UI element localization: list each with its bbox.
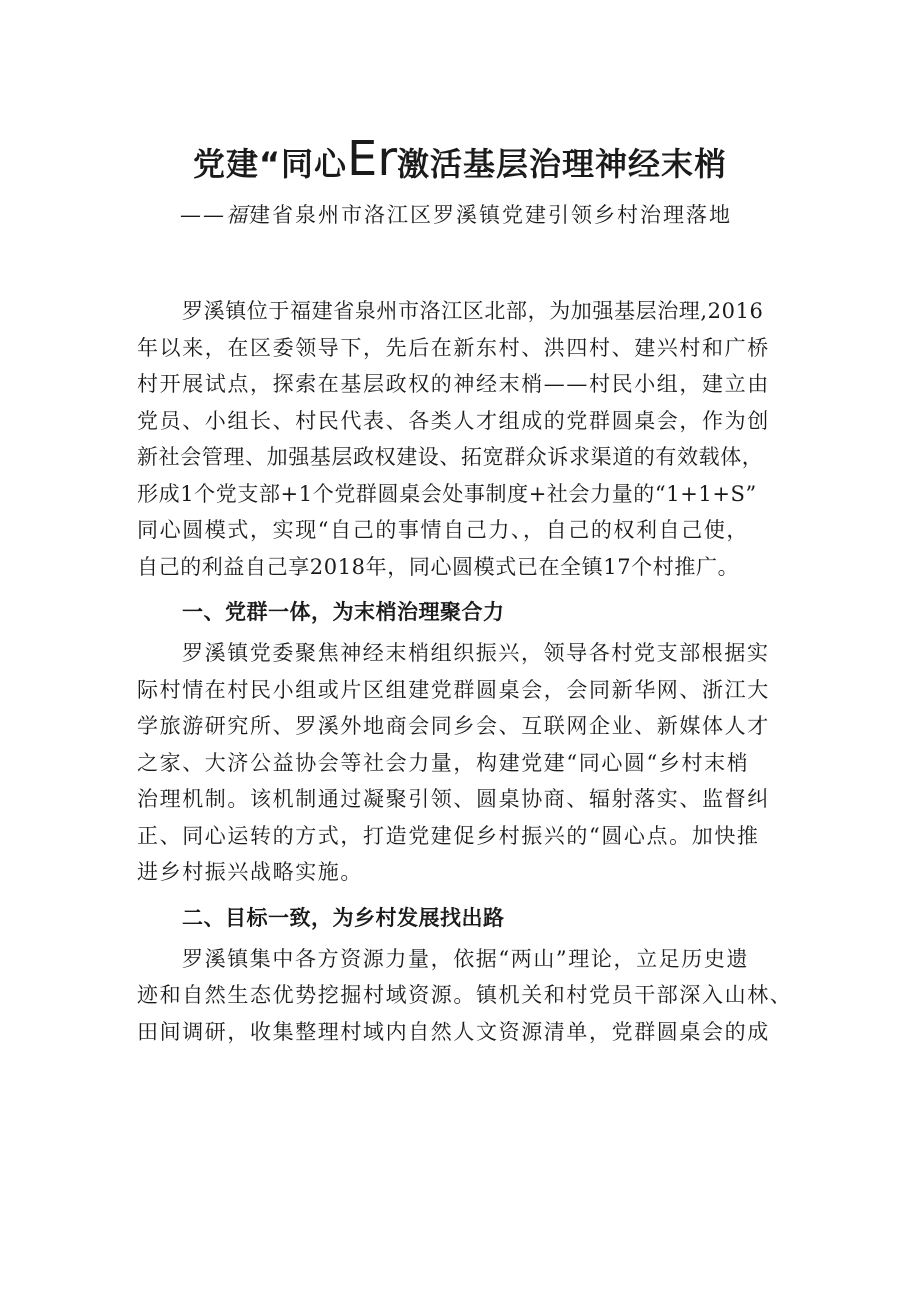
paragraph-line: 村开展试点，探索在基层政权的神经末梢——村民小组，建立由 [137, 372, 770, 396]
paragraph-line: 自己的利益自己享2018年，同心圆模式已在全镇17个村推广。 [137, 554, 740, 579]
paragraph-line: 罗溪镇党委聚焦神经末梢组织振兴，领导各村党支部根据实 [182, 641, 770, 665]
paragraph-line: 学旅游研究所、罗溪外地商会同乡会、互联网企业、新媒体人才 [137, 714, 770, 738]
subtitle-text: 建省泉州市洛江区罗溪镇党建引领乡村治理落地 [249, 203, 732, 227]
document-title [0, 130, 920, 193]
paragraph-3 [137, 941, 797, 1051]
title-part-1: 党建“同心 [192, 145, 347, 183]
section-heading-2: 二、目标一致，为乡村发展找出路 [182, 905, 505, 930]
document-body [137, 293, 797, 1050]
paragraph-line: 际村情在村民小组或片区组建党群圆桌会，会同新华网、浙江大 [137, 677, 770, 702]
paragraph-line: 新社会管理、加强基层政权建设、拓宽群众诉求渠道的有效载体， [137, 445, 764, 469]
paragraph-line: 田间调研，收集整理村域内自然人文资源清单，党群圆桌会的成 [137, 1019, 770, 1044]
title-part-3: 激活基层治理神经末梢 [397, 145, 728, 183]
paragraph-line: 同心圆模式，实现“自己的事情自己力、，自己的权利自己使， [137, 518, 750, 542]
paragraph-line: 进乡村振兴战略实施。 [137, 860, 363, 884]
paragraph-line: 正、同心运转的方式，打造党建促乡村振兴的“圆心点。加快推 [137, 823, 760, 848]
subtitle-dash: ——福 [180, 203, 249, 227]
paragraph-line: 形成1个党支部+1个党群圆桌会处事制度+社会力量的“1+1+S” [137, 481, 757, 506]
paragraph-line: 迹和自然生态优势挖掘村域资源。镇机关和村党员干部深入山林、 [137, 983, 793, 1007]
paragraph-line: 罗溪镇集中各方资源力量，依据“两山”理论，立足历史遗 [182, 946, 750, 971]
paragraph-line: 党员、小组长、村民代表、各类人才组成的党群圆桌会，作为创 [137, 408, 770, 433]
document-subtitle [180, 197, 732, 233]
section-heading-1: 一、党群一体，为末梢治理聚合力 [182, 600, 505, 624]
paragraph-2 [137, 635, 797, 891]
paragraph-1 [137, 293, 797, 585]
title-part-2: Er [346, 131, 398, 187]
paragraph-line: 治理机制。该机制通过凝聚引领、圆桌协商、辐射落实、监督纠 [137, 787, 770, 811]
paragraph-line: 年以来，在区委领导下，先后在新东村、洪四村、建兴村和广桥 [137, 335, 770, 360]
paragraph-line: 之家、大济公益协会等社会力量，构建党建“同心圆“乡村末梢 [137, 750, 750, 775]
paragraph-line: 罗溪镇位于福建省泉州市洛江区北部，为加强基层治理,2016 [182, 299, 764, 323]
